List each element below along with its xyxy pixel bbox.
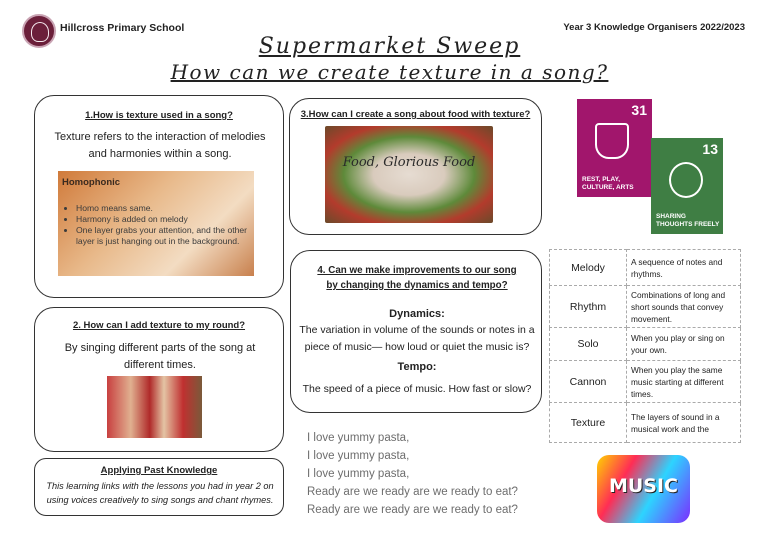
homophonic-title: Homophonic: [62, 177, 121, 188]
question-4-heading: 4. Can we make improvements to our song by changing the dynamics and tempo?: [317, 265, 517, 291]
lyric-line: I love yummy pasta,: [307, 468, 410, 480]
past-knowledge-heading: Applying Past Knowledge: [100, 465, 218, 476]
sdg-13-tile: [651, 138, 723, 234]
glossary-term: Texture: [550, 403, 627, 443]
glossary-term: Solo: [550, 328, 627, 361]
glossary-row: [550, 361, 741, 403]
dynamics-label: Dynamics:: [389, 308, 445, 320]
children-singing-image: [107, 376, 202, 438]
page-subtitle: How can we create texture in a song?: [170, 60, 609, 84]
sdg-13-number: 13: [702, 141, 718, 157]
lyric-line: I love yummy pasta,: [307, 450, 410, 462]
homophonic-bullet: • Homo means same.: [76, 203, 256, 214]
tempo-label: Tempo:: [397, 361, 437, 373]
question-2-text: By singing different parts of the song at different times.: [64, 342, 256, 371]
song-lyrics: [307, 429, 518, 519]
homophonic-bullets: [64, 203, 256, 247]
year-label: Year 3 Knowledge Organisers 2022/2023: [563, 22, 745, 33]
question-2-heading: 2. How can I add texture to my round?: [72, 320, 246, 331]
glossary-table: [549, 249, 741, 443]
past-knowledge-box: [34, 458, 284, 516]
homophonic-image: [58, 171, 254, 276]
sdg-13-caption: SHARING THOUGHTS FREELY: [656, 213, 720, 228]
homophonic-bullet: • Harmony is added on melody: [76, 214, 256, 225]
music-logo-text: MUSIC: [608, 475, 679, 497]
glossary-row: [550, 286, 741, 328]
sdg-31-caption: REST, PLAY, CULTURE, ARTS: [582, 176, 634, 191]
glossary-term: Rhythm: [550, 286, 627, 328]
glossary-term: Cannon: [550, 361, 627, 403]
lyric-line: Ready are we ready are we ready to eat?: [307, 486, 518, 498]
glossary-definition: The layers of sound in a musical work and the: [627, 403, 741, 443]
glossary-row: [550, 328, 741, 361]
glossary-term: Melody: [550, 250, 627, 286]
food-image-text: Food, Glorious Food: [342, 155, 476, 170]
page-title: Supermarket Sweep: [258, 34, 521, 59]
speaking-icon: [669, 162, 703, 198]
glossary-definition: Combinations of long and short sounds that convey movement.: [627, 286, 741, 328]
music-logo: [597, 455, 690, 523]
glossary-row: [550, 403, 741, 443]
homophonic-bullet: • One layer grabs your attention, and the other layer is just hanging out in the background.: [76, 225, 256, 247]
glossary-definition: When you play the same music starting at different times.: [627, 361, 741, 403]
school-name: Hillcross Primary School: [60, 22, 185, 34]
past-knowledge-text: This learning links with the lessons you had in year 2 on using voices creatively to sing songs and chant rhymes.: [46, 481, 274, 505]
question-4-box: [290, 250, 542, 413]
culture-icon: [595, 123, 629, 159]
dynamics-text: The variation in volume of the sounds or notes in a piece of music— how loud or quiet the music is?: [299, 324, 535, 353]
question-1-heading: 1.How is texture used in a song?: [85, 110, 233, 121]
question-1-text: Texture refers to the interaction of melodies and harmonies within a song.: [54, 131, 266, 160]
lyric-line: Ready are we ready are we ready to eat?: [307, 504, 518, 516]
glossary-row: [550, 250, 741, 286]
glossary-definition: When you play or sing on your own.: [627, 328, 741, 361]
sdg-31-tile: [577, 99, 652, 197]
glossary-definition: A sequence of notes and rhythms.: [627, 250, 741, 286]
tempo-text: The speed of a piece of music. How fast or slow?: [302, 383, 532, 395]
lyric-line: I love yummy pasta,: [307, 432, 410, 444]
question-3-heading: 3.How can I create a song about food with texture?: [300, 109, 531, 120]
sdg-31-number: 31: [631, 102, 647, 118]
food-image: [325, 126, 493, 223]
